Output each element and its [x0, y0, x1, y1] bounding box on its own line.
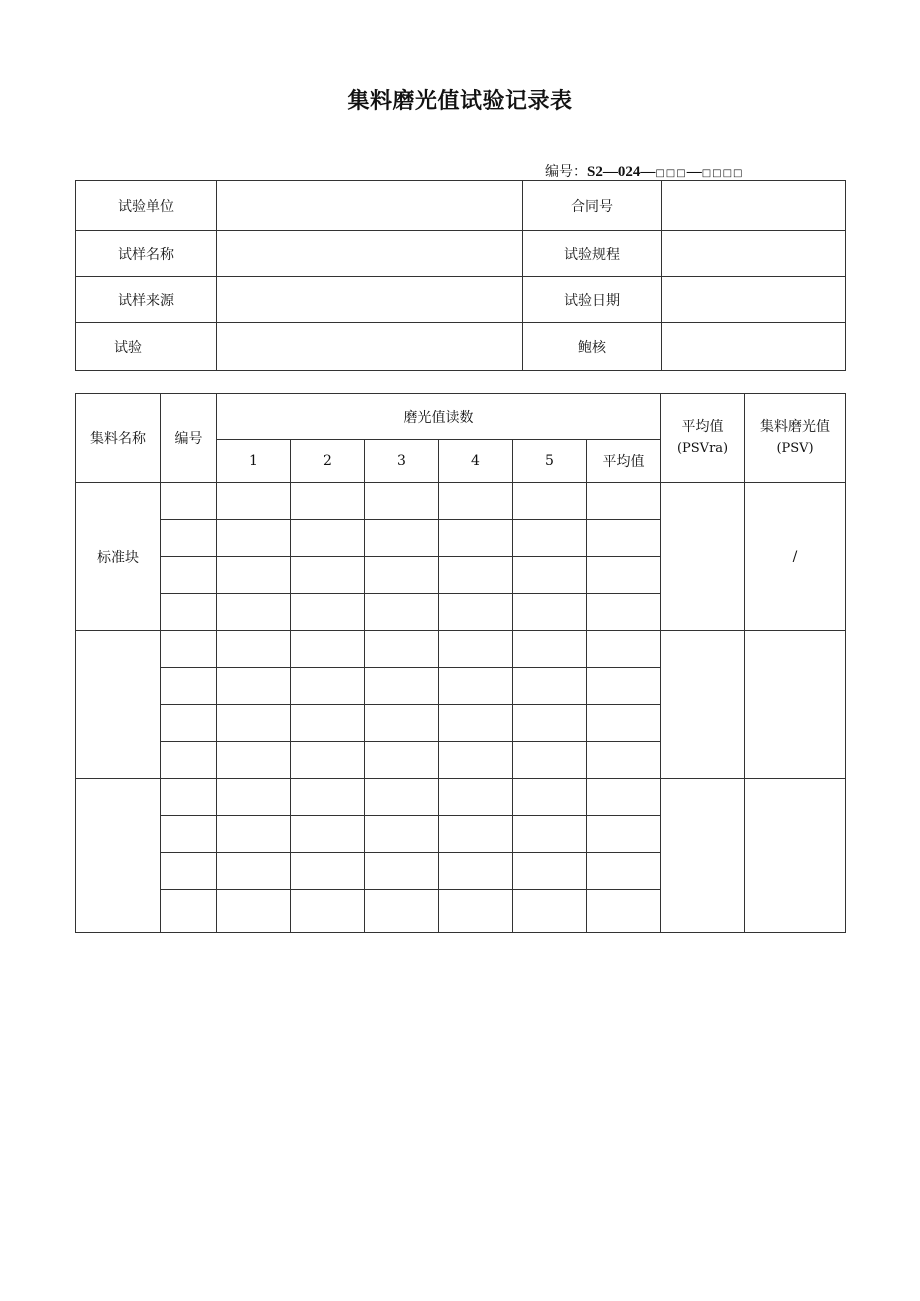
group-psv-cell[interactable] [745, 779, 846, 933]
cell[interactable] [439, 742, 513, 779]
info-label-test-procedure: 试验规程 [523, 231, 662, 277]
cell[interactable] [161, 631, 217, 668]
cell[interactable] [587, 853, 661, 890]
info-row-sample-name [76, 231, 846, 277]
cell[interactable] [291, 779, 365, 816]
cell[interactable] [365, 631, 439, 668]
record-code-label: 编号： [545, 164, 587, 180]
cell[interactable] [513, 631, 587, 668]
info-row-tester [76, 323, 846, 371]
cell[interactable] [217, 890, 291, 933]
cell[interactable] [587, 631, 661, 668]
cell[interactable] [513, 483, 587, 520]
cell[interactable] [513, 853, 587, 890]
record-code-boxes-1[interactable]: □□□ [655, 168, 687, 179]
cell[interactable] [217, 705, 291, 742]
cell[interactable] [587, 557, 661, 594]
info-value-reviewer[interactable] [662, 323, 846, 371]
cell[interactable] [291, 594, 365, 631]
cell[interactable] [513, 557, 587, 594]
cell[interactable] [217, 483, 291, 520]
info-label-test-unit: 试验单位 [76, 181, 217, 231]
cell[interactable] [217, 594, 291, 631]
cell[interactable] [439, 705, 513, 742]
cell[interactable] [291, 668, 365, 705]
table-row [76, 483, 846, 520]
header-average [661, 394, 745, 483]
cell[interactable] [513, 668, 587, 705]
cell[interactable] [439, 816, 513, 853]
header-number: 编号 [161, 394, 217, 483]
cell[interactable] [587, 816, 661, 853]
cell[interactable] [439, 483, 513, 520]
cell[interactable] [365, 520, 439, 557]
cell[interactable] [587, 668, 661, 705]
header-row-1 [76, 394, 846, 440]
record-code-value: S2—024— [587, 164, 656, 180]
cell[interactable] [217, 742, 291, 779]
group-average-cell[interactable] [661, 483, 745, 631]
info-value-test-date[interactable] [662, 277, 846, 323]
cell[interactable] [513, 816, 587, 853]
cell[interactable] [587, 779, 661, 816]
cell[interactable] [439, 557, 513, 594]
cell[interactable] [291, 890, 365, 933]
cell[interactable] [217, 816, 291, 853]
cell[interactable] [217, 520, 291, 557]
polish-data-table [75, 393, 846, 933]
cell[interactable] [161, 483, 217, 520]
cell[interactable] [217, 557, 291, 594]
header-reading-col: 2 [291, 440, 365, 483]
cell[interactable] [513, 742, 587, 779]
header-average-sub: (PSVra) [676, 441, 729, 456]
cell[interactable] [161, 816, 217, 853]
cell[interactable] [587, 594, 661, 631]
cell[interactable] [365, 779, 439, 816]
cell[interactable] [217, 779, 291, 816]
group-psv-cell[interactable]: / [745, 483, 846, 631]
header-reading-col: 3 [365, 440, 439, 483]
cell[interactable] [291, 631, 365, 668]
header-average-label: 平均值 [681, 419, 724, 435]
cell[interactable] [161, 705, 217, 742]
cell[interactable] [365, 816, 439, 853]
group-name-cell[interactable] [76, 779, 161, 933]
cell[interactable] [513, 779, 587, 816]
info-value-test-procedure[interactable] [662, 231, 846, 277]
cell[interactable] [365, 742, 439, 779]
info-value-test-unit[interactable] [217, 181, 523, 231]
cell[interactable] [365, 853, 439, 890]
cell[interactable] [513, 594, 587, 631]
cell[interactable] [161, 779, 217, 816]
header-reading-col: 1 [217, 440, 291, 483]
group-name-cell[interactable] [76, 631, 161, 779]
info-value-contract-no[interactable] [662, 181, 846, 231]
cell[interactable] [587, 705, 661, 742]
cell[interactable] [439, 853, 513, 890]
info-label-reviewer: 鲍核 [523, 323, 662, 371]
cell[interactable] [291, 705, 365, 742]
cell[interactable] [513, 890, 587, 933]
cell[interactable] [365, 890, 439, 933]
cell[interactable] [587, 742, 661, 779]
group-average-cell[interactable] [661, 779, 745, 933]
info-label-sample-name: 试样名称 [76, 231, 217, 277]
cell[interactable] [365, 594, 439, 631]
cell[interactable] [291, 483, 365, 520]
cell[interactable] [291, 853, 365, 890]
record-code [545, 161, 744, 181]
header-readings-group: 磨光值读数 [217, 394, 661, 440]
group-name-cell[interactable]: 标准块 [76, 483, 161, 631]
info-label-tester: 试验 [76, 323, 217, 371]
info-label-test-date: 试验日期 [523, 277, 662, 323]
group-average-cell[interactable] [661, 631, 745, 779]
info-value-sample-name[interactable] [217, 231, 523, 277]
cell[interactable] [161, 520, 217, 557]
header-reading-col: 4 [439, 440, 513, 483]
cell[interactable] [439, 890, 513, 933]
cell[interactable] [291, 557, 365, 594]
cell[interactable] [161, 594, 217, 631]
cell[interactable] [439, 520, 513, 557]
cell[interactable] [513, 705, 587, 742]
info-table [75, 180, 846, 371]
table-row [76, 779, 846, 816]
cell[interactable] [365, 483, 439, 520]
info-value-tester[interactable] [217, 323, 523, 371]
cell[interactable] [365, 705, 439, 742]
table-row [76, 631, 846, 668]
cell[interactable] [365, 668, 439, 705]
cell[interactable] [513, 520, 587, 557]
header-reading-col: 平均值 [587, 440, 661, 483]
cell[interactable] [587, 520, 661, 557]
cell[interactable] [439, 594, 513, 631]
cell[interactable] [217, 853, 291, 890]
cell[interactable] [439, 779, 513, 816]
record-code-separator: — [686, 164, 702, 180]
page-title: 集料磨光值试验记录表 [347, 89, 573, 114]
cell[interactable] [161, 890, 217, 933]
info-label-contract-no: 合同号 [523, 181, 662, 231]
cell[interactable] [161, 668, 217, 705]
header-psv-sub: (PSV) [776, 441, 814, 456]
cell[interactable] [365, 557, 439, 594]
info-label-sample-source: 试样来源 [76, 277, 217, 323]
cell[interactable] [439, 631, 513, 668]
info-row-sample-source [76, 277, 846, 323]
cell[interactable] [217, 668, 291, 705]
cell[interactable] [587, 483, 661, 520]
cell[interactable] [161, 742, 217, 779]
group-psv-cell[interactable] [745, 631, 846, 779]
cell[interactable] [291, 816, 365, 853]
cell[interactable] [291, 742, 365, 779]
record-code-boxes-2[interactable]: □□□□ [701, 168, 744, 179]
info-row-unit [76, 181, 846, 231]
cell[interactable] [161, 853, 217, 890]
header-psv [745, 394, 846, 483]
header-reading-col: 5 [513, 440, 587, 483]
data-table-body [76, 483, 846, 933]
header-psv-label: 集料磨光值 [760, 419, 831, 435]
cell[interactable] [217, 631, 291, 668]
cell[interactable] [291, 520, 365, 557]
cell[interactable] [161, 557, 217, 594]
cell[interactable] [587, 890, 661, 933]
cell[interactable] [439, 668, 513, 705]
header-aggregate-name: 集料名称 [76, 394, 161, 483]
info-value-sample-source[interactable] [217, 277, 523, 323]
